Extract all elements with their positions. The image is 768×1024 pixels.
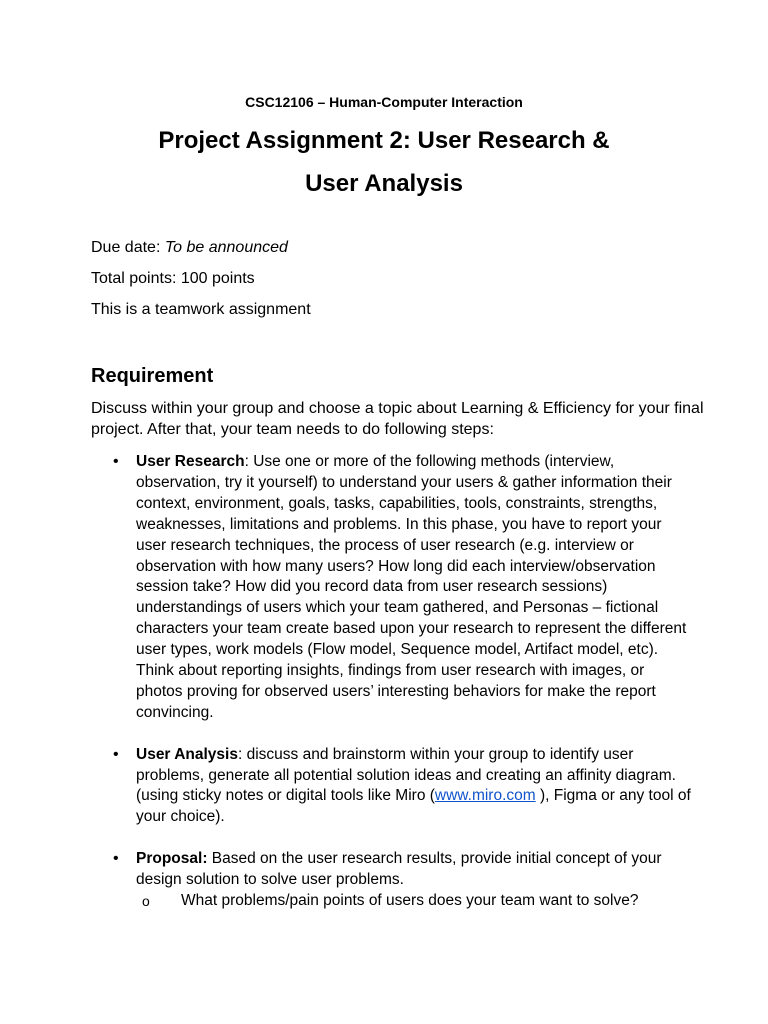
bullet-icon: •	[113, 745, 119, 763]
title-line-1: Project Assignment 2: User Research &	[158, 127, 610, 154]
bullet-icon: •	[113, 850, 119, 868]
item-text-after-link: ), Figma or any tool of your choice).	[136, 787, 691, 826]
item-text: Based on the user research results, provide initial concept of your design solution to solve user problems.	[136, 850, 662, 889]
item-text: : discuss and brainstorm within your group to identify user problems, generate all potential solution ideas and creating an affinity diagram. (using sticky notes or digital tools like Miro (	[136, 745, 676, 805]
item-term: User Research	[136, 453, 245, 470]
list-item-proposal	[91, 849, 691, 912]
requirement-heading: Requirement	[91, 365, 214, 387]
item-term: Proposal:	[136, 850, 208, 868]
course-title: CSC12106 – Human-Computer Interaction	[245, 94, 523, 110]
requirement-intro: Discuss within your group and choose a topic about Learning & Efficiency for your final project. After that, your team needs to do following steps:	[91, 400, 704, 438]
miro-link[interactable]: www.miro.com	[434, 787, 536, 805]
sub-item-text: What problems/pain points of users does your team want to solve?	[181, 892, 639, 909]
list-item-user-analysis	[91, 745, 691, 829]
proposal-sub-list	[136, 891, 691, 912]
due-date	[91, 238, 288, 258]
bullet-icon: •	[113, 453, 119, 470]
circle-bullet-icon: o	[142, 893, 150, 909]
teamwork-note: This is a teamwork assignment	[91, 301, 311, 318]
due-date-value: To be announced	[164, 239, 288, 256]
title-line-2: User Analysis	[305, 170, 463, 197]
item-text: : Use one or more of the following methods (interview, observation, try it yourself) to understand your users & gather information their context, environment, goals, tasks, capabilities, tools, constraints, strengths, weaknesses, limitations and problems. In this phase, you have to report your user research techniques, the process of user research (e.g. interview or observation with how many users? How long did each interview/observation session take? How did you record data from user research sessions) understandings of users which your team gathered, and Personas – fictional characters your team create based upon your research to represent the different user types, work models (Flow model, Sequence model, Artifact model, etc). Think about reporting insights, findings from user research with images, or photos proving for observed users’ interesting behaviors for make the report convincing.	[136, 453, 687, 721]
item-term: User Analysis	[136, 745, 238, 763]
list-item-user-research	[91, 452, 691, 724]
due-date-label: Due date:	[91, 239, 165, 256]
page-title	[0, 119, 768, 205]
sub-list-item	[136, 891, 691, 912]
requirement-list	[91, 452, 691, 933]
total-points: Total points: 100 points	[91, 270, 255, 287]
